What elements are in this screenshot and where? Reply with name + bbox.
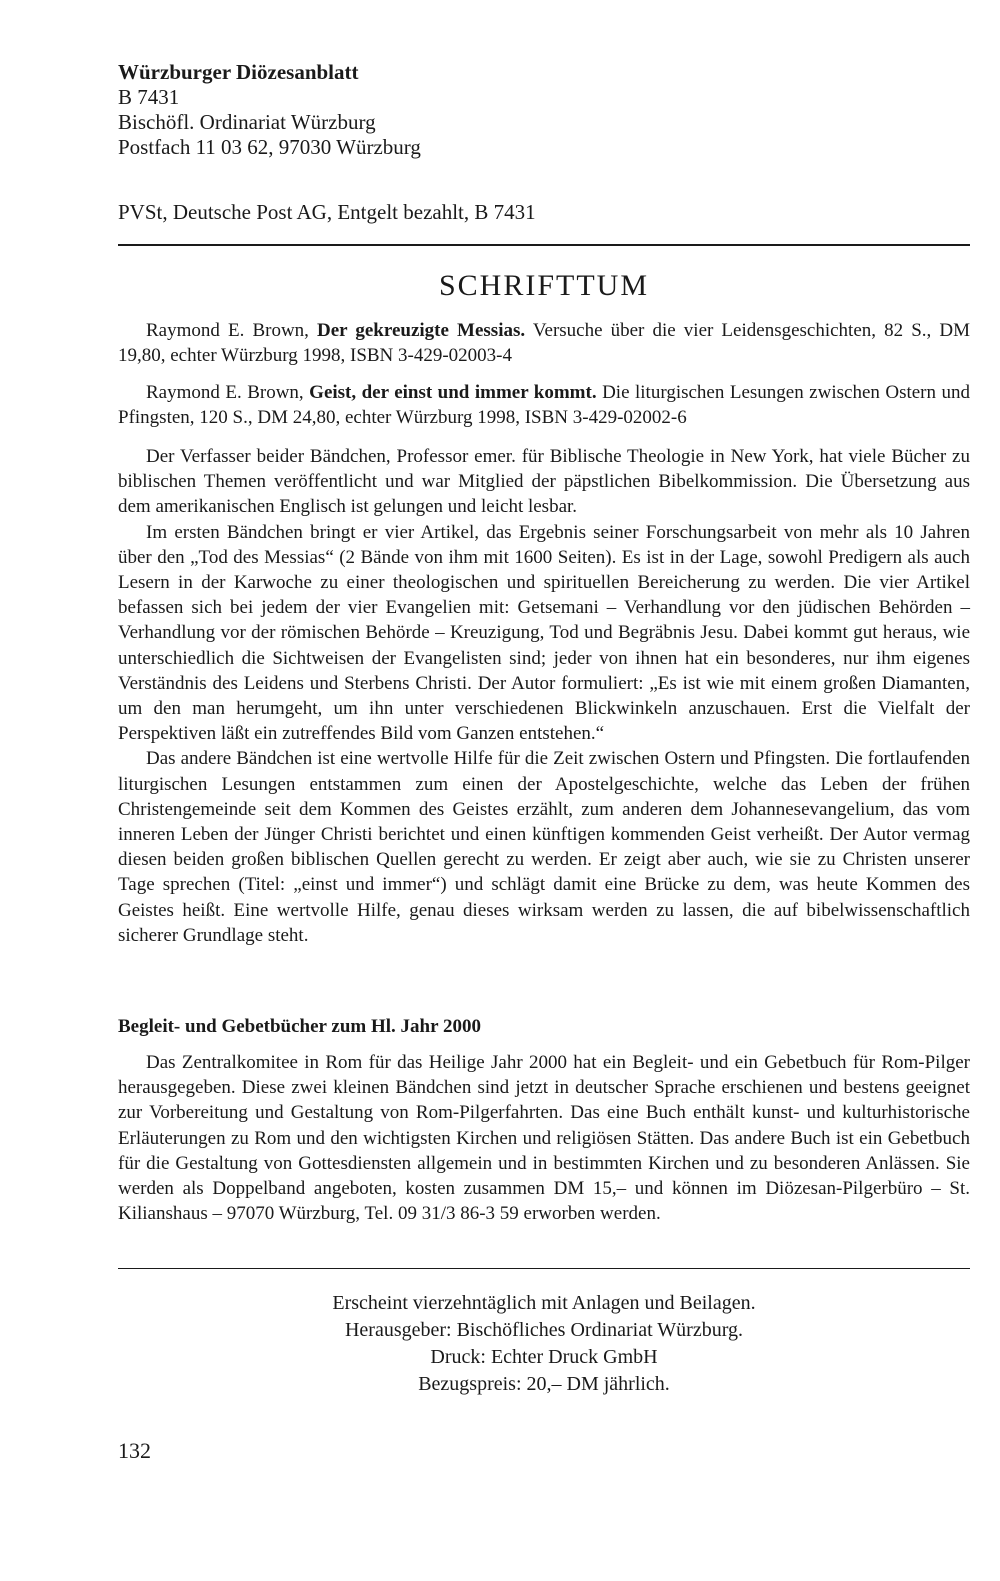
publication-title: Würzburger Diözesanblatt — [118, 60, 359, 84]
bottom-divider — [118, 1268, 970, 1269]
reference-details: Versuche über die vier Leidensgeschichten, 82 S., DM 19,80, echter Würzburg 1998, ISBN 3-429-02003-4 — [118, 320, 970, 367]
top-divider — [118, 244, 970, 246]
reference-author: Raymond E. Brown, — [146, 320, 309, 341]
pilgrim-books-body — [118, 1050, 970, 1226]
reference-title: Der gekreuzigte Messias. — [317, 320, 526, 341]
review-paragraph: Das andere Bändchen ist eine wertvolle Hilfe für die Zeit zwischen Ostern und Pfingsten. Die fortlaufenden liturgischen Lesungen entstammen zum einen der Apostelgeschichte, welche das Leben der frühen Christengemeinde seit dem Kommen des Geistes erzählt, zum anderen dem Johannesevangelium, das vom inneren Leben der Jünger Christi berichtet und einen künftigen kommenden Geist verheißt. Der Autor vermag diesen beiden großen biblischen Quellen gerecht zu werden. Er zeigt aber auch, wie sie zu Christen unserer Tage sprechen (Titel: „einst und immer“) und schlägt damit eine Brücke zu dem, was heute Kommen des Geistes heißt. Eine wertvolle Hilfe, genau dieses wirksam werden zu lassen, die auf bibelwissenschaftlich sicherer Grundlage steht. — [118, 748, 970, 946]
imprint-printer: Druck: Echter Druck GmbH — [430, 1346, 658, 1368]
imprint-frequency: Erscheint vierzehntäglich mit Anlagen und Beilagen. — [332, 1292, 756, 1314]
reference-entry — [118, 380, 970, 430]
reference-details: Die liturgischen Lesungen zwischen Ostern und Pfingsten, 120 S., DM 24,80, echter Würzburg 1998, ISBN 3-429-02002-6 — [118, 382, 970, 429]
subsection-heading: Begleit- und Gebetbücher zum Hl. Jahr 2000 — [118, 1016, 481, 1037]
publication-code: B 7431 — [118, 85, 180, 109]
imprint-price: Bezugspreis: 20,– DM jährlich. — [418, 1373, 670, 1395]
reference-author: Raymond E. Brown, — [146, 382, 304, 403]
references-block-2 — [118, 380, 970, 430]
reference-title: Geist, der einst und immer kommt. — [309, 382, 597, 403]
imprint-publisher: Herausgeber: Bischöfliches Ordinariat Würzburg. — [344, 1319, 744, 1341]
review-paragraph: Im ersten Bändchen bringt er vier Artikel, das Ergebnis seiner Forschungsarbeit von mehr als 10 Jahren über den „Tod des Messias“ (2 Bände von ihm mit 1600 Seiten). Es ist in der Lage, sowohl Predigern als auch Lesern in der Karwoche zu einer theologischen und spirituellen Bereicherung zu werden. Die vier Artikel befassen sich bei jedem der vier Evangelien mit: Getsemani – Verhandlung vor den jüdischen Behörden – Verhandlung vor der römischen Behörde – Kreuzigung, Tod und Begräbnis Jesu. Dabei kommt gut heraus, wie unterschiedlich die Sichtweisen der Evangelisten sind; jeder von ihnen hat ein besonderes, nur ihm eigenes Verständnis des Leidens und Sterbens Christi. Der Autor formuliert: „Es ist wie mit einem großen Diamanten, um den man herumgeht, um ihn unter verschiedenen Blickwinkeln anzuschauen. Erst die Vielfalt der Perspektiven läßt ein zutreffendes Bild vom Ganzen entstehen.“ — [118, 521, 970, 745]
pilgrim-books-paragraph: Das Zentralkomitee in Rom für das Heilige Jahr 2000 hat ein Begleit- und ein Gebetbuch für Rom-Pilger herausgegeben. Diese zwei kleinen Bändchen sind jetzt in deutscher Sprache erschienen und bestens geeignet zur Vorbereitung und Gestaltung von Rom-Pilgerfahrten. Das eine Buch enthält kunst- und kulturhistorische Erläuterungen zu Rom und den wichtigsten Kirchen und religiösen Stätten. Das andere Buch ist ein Gebetbuch für die Gestaltung von Gottesdiensten allgemein und in bestimmten Kirchen und zu besonderen Anlässen. Sie werden als Doppelband angeboten, kosten zusammen DM 15,– und können im Diözesan-Pilgerbüro – St. Kilianshaus – 97070 Würzburg, Tel. 09 31/3 86-3 59 erworben werden. — [118, 1052, 970, 1225]
postal-line: PVSt, Deutsche Post AG, Entgelt bezahlt, B 7431 — [118, 200, 536, 224]
section-title: SCHRIFTTUM — [438, 269, 650, 302]
masthead — [118, 60, 818, 160]
review-paragraph: Der Verfasser beider Bändchen, Professor emer. für Biblische Theologie in New York, hat viele Bücher zu biblischen Themen veröffentlicht und war Mitglied der päpstlichen Bibelkommission. Die Übersetzung aus dem amerikanischen Englisch ist gelungen und leicht lesbar. — [118, 446, 970, 518]
reference-entry — [118, 318, 970, 368]
review-body — [118, 444, 970, 948]
references-block — [118, 318, 970, 368]
page-number: 132 — [118, 1438, 151, 1463]
publisher-address: Postfach 11 03 62, 97030 Würzburg — [118, 135, 421, 159]
imprint — [118, 1290, 970, 1398]
publisher-office: Bischöfl. Ordinariat Würzburg — [118, 110, 376, 134]
